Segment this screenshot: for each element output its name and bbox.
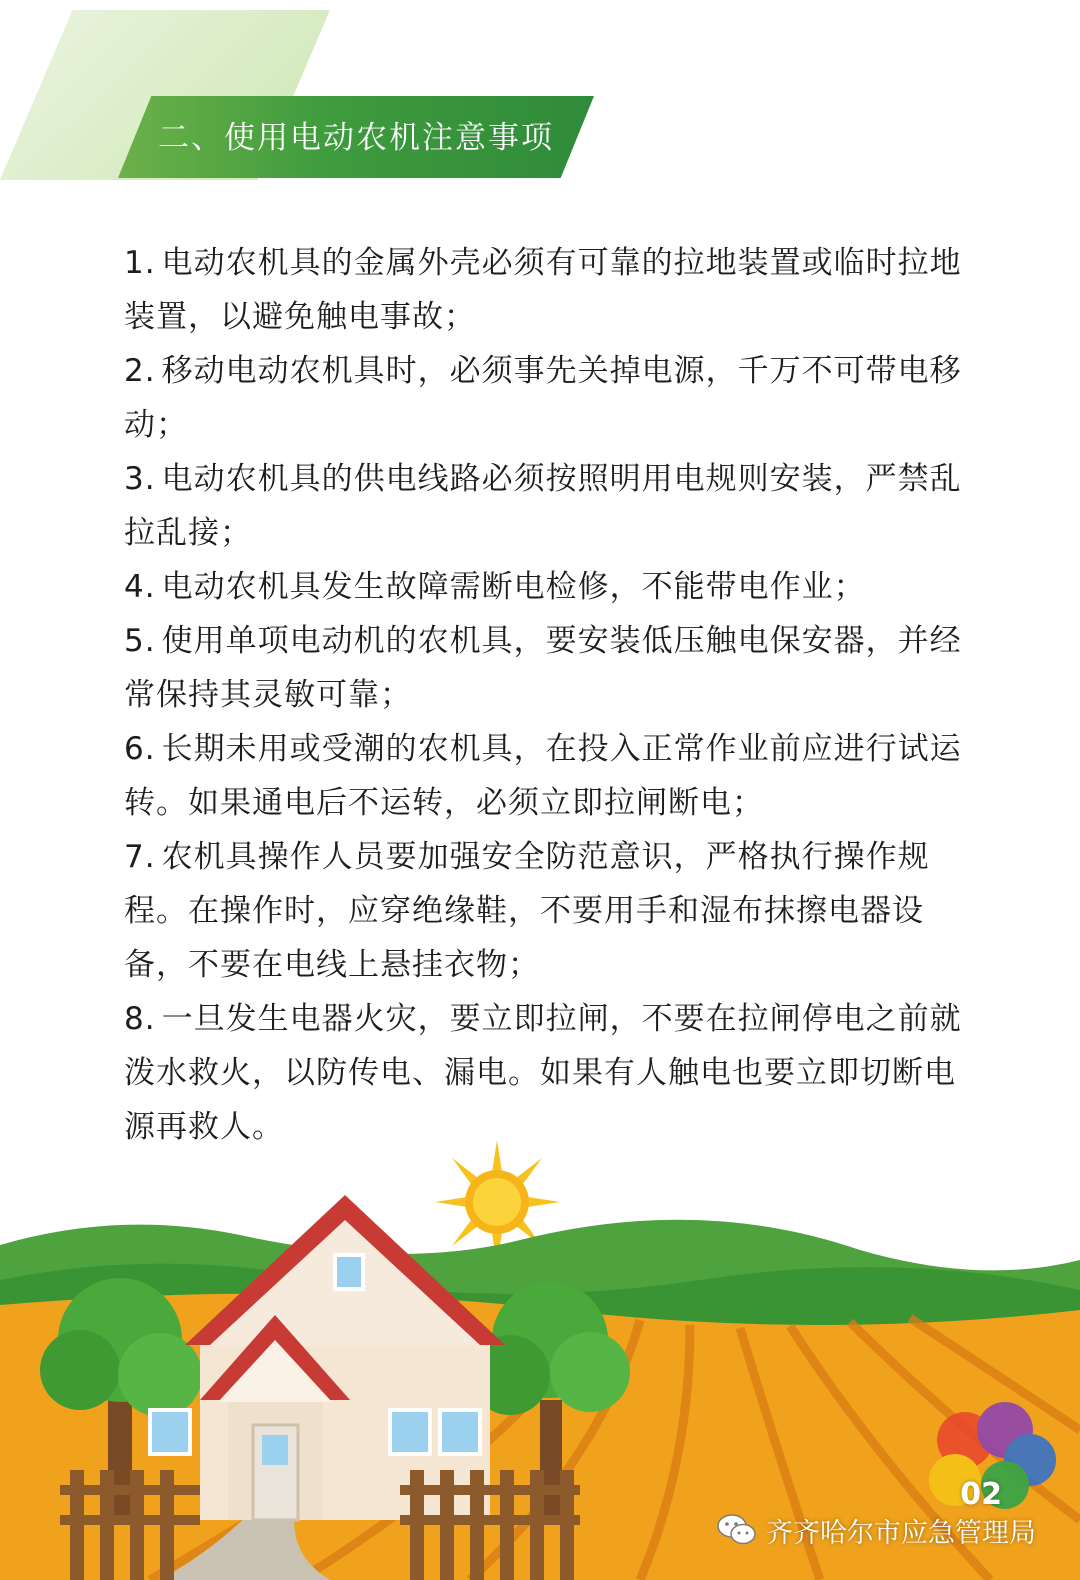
item-text: 长期未用或受潮的农机具，在投入正常作业前应进行试运转。如果通电后不运转，必须立即拉闸断电； [124,731,962,821]
item-text: 电动农机具的供电线路必须按照明用电规则安装，严禁乱拉乱接； [124,461,962,551]
item-number: 4. [124,569,156,605]
list-item [124,560,972,614]
list-item [124,830,972,992]
brand-name: 齐齐哈尔市应急管理局 [766,1517,1036,1549]
section-title: 二、使用电动农机注意事项 [158,120,554,156]
item-number: 7. [124,839,156,875]
item-number: 6. [124,731,156,767]
list-item [124,344,972,452]
list-item [124,992,972,1154]
wechat-icon [716,1512,758,1548]
item-text: 一旦发生电器火灾，要立即拉闸，不要在拉闸停电之前就泼水救火，以防传电、漏电。如果有人触电也要立即切断电源再救人。 [124,1001,962,1145]
account-brand [716,1510,1036,1550]
list-item [124,452,972,560]
item-number: 5. [124,623,156,659]
item-text: 使用单项电动机的农机具，要安装低压触电保安器，并经常保持其灵敏可靠； [124,623,962,713]
list-item [124,236,972,344]
list-item [124,722,972,830]
item-text: 电动农机具的金属外壳必须有可靠的拉地装置或临时拉地装置，以避免触电事故； [124,245,962,335]
list-item [124,614,972,722]
item-number: 1. [124,245,156,281]
item-number: 2. [124,353,156,389]
page-number: 02 [960,1477,1002,1512]
item-text: 农机具操作人员要加强安全防范意识，严格执行操作规程。在操作时，应穿绝缘鞋，不要用手和湿布抹擦电器设备，不要在电线上悬挂衣物； [124,839,930,983]
item-number: 8. [124,1001,156,1037]
item-text: 电动农机具发生故障需断电检修，不能带电作业； [161,569,866,605]
item-text: 移动电动农机具时，必须事先关掉电源，千万不可带电移动； [124,353,962,443]
item-number: 3. [124,461,156,497]
notice-list [124,236,972,1154]
